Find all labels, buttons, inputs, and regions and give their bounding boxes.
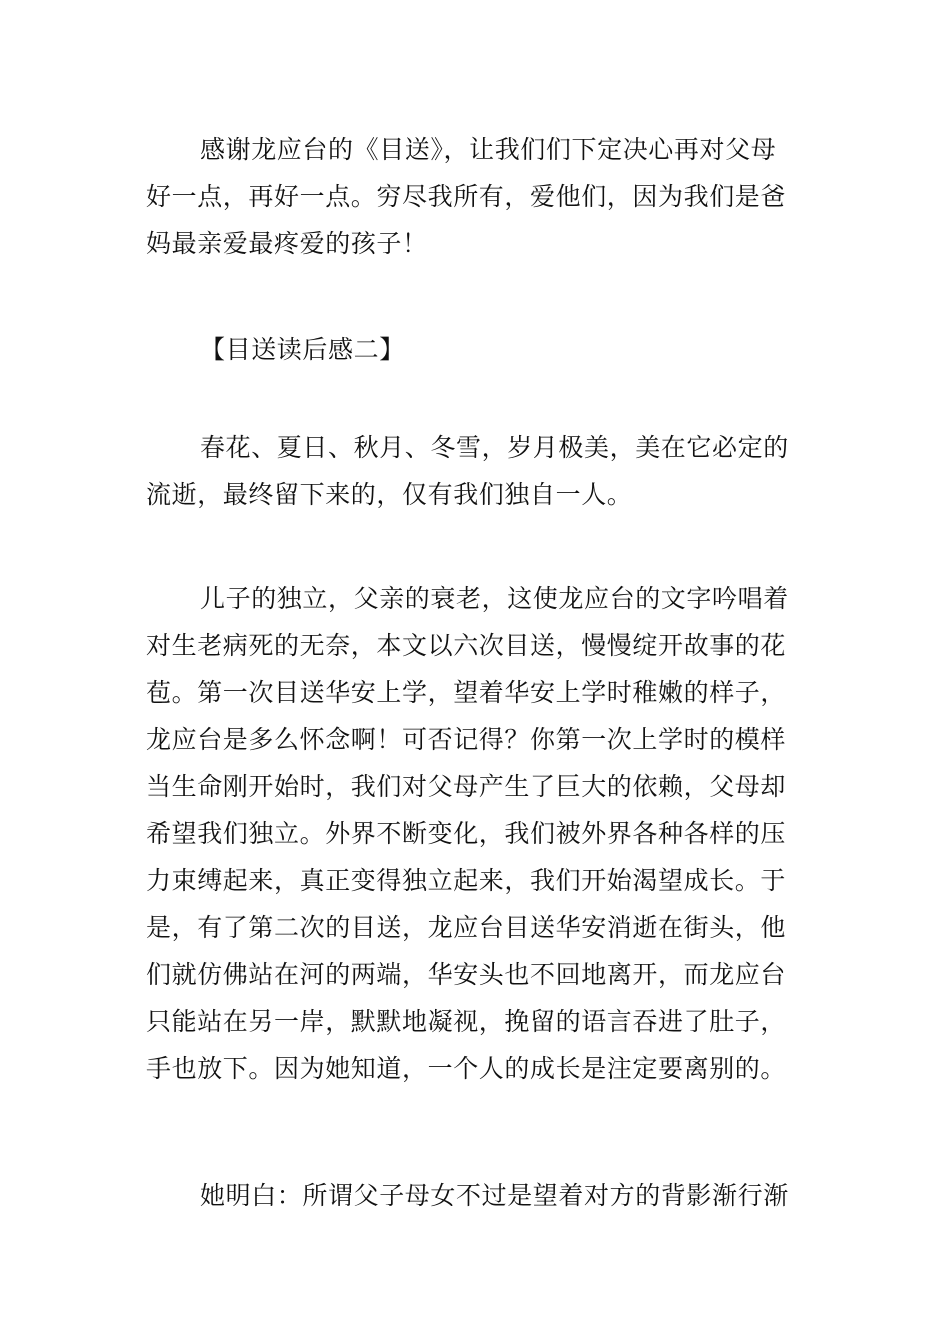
paragraph-line: 力束缚起来，真正变得独立起来，我们开始渴望成长。于 xyxy=(146,866,787,895)
paragraph-line: 春花、夏日、秋月、冬雪，岁月极美，美在它必定的 xyxy=(200,433,789,462)
paragraph-line: 龙应台是多么怀念啊！可否记得？你第一次上学时的模样 xyxy=(146,725,787,754)
paragraph-line: 她明白：所谓父子母女不过是望着对方的背影渐行渐 xyxy=(200,1181,789,1210)
paragraph-line: 当生命刚开始时，我们对父母产生了巨大的依赖，父母却 xyxy=(146,772,787,801)
paragraph-line: 们就仿佛站在河的两端，华安头也不回地离开，而龙应台 xyxy=(146,960,787,989)
paragraph-line: 对生老病死的无奈，本文以六次目送，慢慢绽开故事的花 xyxy=(146,631,787,660)
paragraph-line: 妈最亲爱最疼爱的孩子！ xyxy=(146,229,428,258)
paragraph-seasons xyxy=(146,424,806,518)
paragraph-line: 感谢龙应台的《目送》，让我们们下定决心再对父母 xyxy=(200,135,777,164)
paragraph-line: 好一点，再好一点。穷尽我所有，爱他们，因为我们是爸 xyxy=(146,182,787,211)
paragraph-line: 手也放下。因为她知道，一个人的成长是注定要离别的。 xyxy=(146,1054,787,1083)
paragraph-line: 是，有了第二次的目送，龙应台目送华安消逝在街头，他 xyxy=(146,913,787,942)
paragraph-thanks xyxy=(146,126,806,267)
paragraph-line: 只能站在另一岸，默默地凝视，挽留的语言吞进了肚子， xyxy=(146,1007,787,1036)
paragraph-line: 希望我们独立。外界不断变化，我们被外界各种各样的压 xyxy=(146,819,787,848)
paragraph-independence xyxy=(146,575,806,1092)
paragraph-understanding xyxy=(146,1172,806,1219)
paragraph-line: 儿子的独立，父亲的衰老，这使龙应台的文字吟唱着 xyxy=(200,584,789,613)
paragraph-line: 苞。第一次目送华安上学，望着华安上学时稚嫩的样子， xyxy=(146,678,787,707)
paragraph-line: 流逝，最终留下来的，仅有我们独自一人。 xyxy=(146,480,633,509)
section-heading: 【目送读后感二】 xyxy=(200,335,405,364)
